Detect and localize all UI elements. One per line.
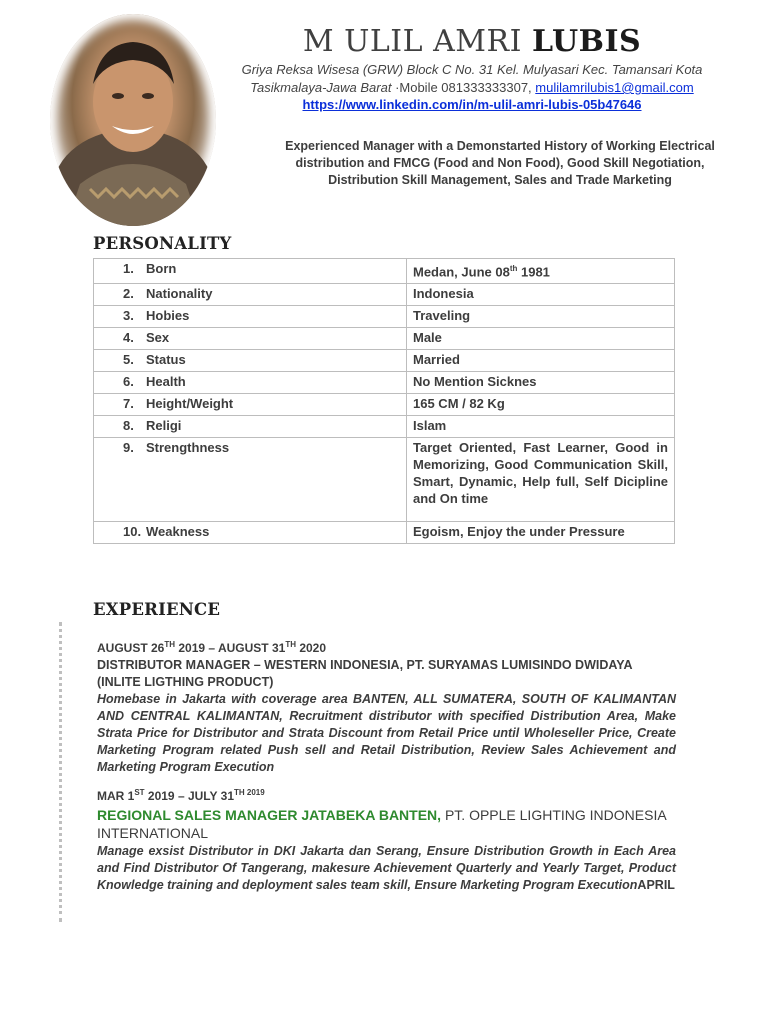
row-label: 8. Religi bbox=[94, 416, 407, 438]
personality-row bbox=[94, 350, 675, 372]
personality-row bbox=[94, 522, 675, 544]
row-value: Target Oriented, Fast Learner, Good in Memorizing, Good Communication Skill, Smart, Dynamic, Help full, Self Dicipline and On time bbox=[407, 438, 675, 522]
candidate-name bbox=[230, 24, 714, 59]
personality-heading: PERSONALITY bbox=[93, 234, 232, 253]
personality-row bbox=[94, 259, 675, 284]
address-line1: Griya Reksa Wisesa (GRW) Block C No. 31 Kel. Mulyasari Kec. Tamansari Kota bbox=[241, 62, 703, 77]
row-value: Male bbox=[407, 328, 675, 350]
row-label: 2. Nationality bbox=[94, 284, 407, 306]
name-last: LUBIS bbox=[531, 24, 642, 59]
row-value: Islam bbox=[407, 416, 675, 438]
email-link[interactable]: mulilamrilubis1@gmail.com bbox=[535, 80, 694, 95]
personality-row bbox=[94, 284, 675, 306]
personality-row bbox=[94, 394, 675, 416]
row-label: 10. Weakness bbox=[94, 522, 407, 544]
personality-row bbox=[94, 372, 675, 394]
address-line2: Tasikmalaya-Jawa Barat bbox=[250, 80, 392, 95]
dotted-divider bbox=[59, 622, 62, 922]
personality-row bbox=[94, 306, 675, 328]
portrait-illustration bbox=[50, 14, 216, 226]
row-label: 9. Strengthness bbox=[94, 438, 407, 522]
row-value: No Mention Sicknes bbox=[407, 372, 675, 394]
experience-item bbox=[97, 784, 676, 894]
row-value: Traveling bbox=[407, 306, 675, 328]
row-value: 165 CM / 82 Kg bbox=[407, 394, 675, 416]
row-value: Medan, June 08th 1981 bbox=[407, 259, 675, 284]
row-value: Indonesia bbox=[407, 284, 675, 306]
job-title-company: PT. OPPLE LIGHTING INDONESIA INTERNATIONAL bbox=[97, 807, 666, 841]
job-date: AUGUST 26TH 2019 – AUGUST 31TH 2020 bbox=[97, 640, 327, 655]
experience-item bbox=[97, 636, 676, 776]
address-block bbox=[222, 61, 722, 97]
row-label: 6. Health bbox=[94, 372, 407, 394]
row-value: Egoism, Enjoy the under Pressure bbox=[407, 522, 675, 544]
job-description: Homebase in Jakarta with coverage area BANTEN, ALL SUMATERA, SOUTH OF KALIMANTAN AND CENTRAL KALIMANTAN, Recruitment distributor with specified Distribution Area, Make Strata Price for Distributor and Strata Discount from Retail Price until Wholeseller Price, Create Marketing Program related Push sell and Retail Distribution, Review Sales Achievement and Marketing Program Execution bbox=[97, 692, 676, 774]
experience-heading: EXPERIENCE bbox=[93, 600, 221, 619]
linkedin-link[interactable]: https://www.linkedin.com/in/m-ulil-amri-lubis-05b47646 bbox=[302, 97, 642, 112]
profile-photo bbox=[50, 14, 216, 226]
row-label: 7. Height/Weight bbox=[94, 394, 407, 416]
job-title-role: REGIONAL SALES MANAGER JATABEKA BANTEN, bbox=[97, 807, 442, 823]
job-title bbox=[97, 807, 676, 843]
personality-row bbox=[94, 328, 675, 350]
personality-row bbox=[94, 438, 675, 522]
job-title: DISTRIBUTOR MANAGER – WESTERN INDONESIA, PT. SURYAMAS LUMISINDO DWIDAYA (INLITE LIGTHING PRODUCT) bbox=[97, 658, 633, 689]
name-first: M ULIL AMRI bbox=[302, 24, 522, 59]
job-date: MAR 1ST 2019 – JULY $31^{TH 2019}$ bbox=[97, 788, 265, 803]
row-value: Married bbox=[407, 350, 675, 372]
personality-table bbox=[93, 258, 675, 544]
personality-row bbox=[94, 416, 675, 438]
row-label: 1. Born bbox=[94, 259, 407, 284]
job-description: Manage exsist Distributor in DKI Jakarta dan Serang, Ensure Distribution Growth in Each Area and Find Distributor Of Tangerang, makesure Achievement Quarterly and Yearly Target, Product Knowledge training and deployment sales team skill, Ensure Marketing Program ExecutionAPRIL bbox=[97, 844, 676, 892]
row-label: 4. Sex bbox=[94, 328, 407, 350]
mobile-number: ·Mobile 081333333307, bbox=[395, 80, 532, 95]
row-label: 3. Hobies bbox=[94, 306, 407, 328]
row-label: 5. Status bbox=[94, 350, 407, 372]
profile-summary: Experienced Manager with a Demonstarted History of Working Electrical distribution and FMCG (Food and Non Food), Good Skill Negotiation, Distribution Skill Management, Sales and Trade Marketing bbox=[285, 139, 715, 187]
